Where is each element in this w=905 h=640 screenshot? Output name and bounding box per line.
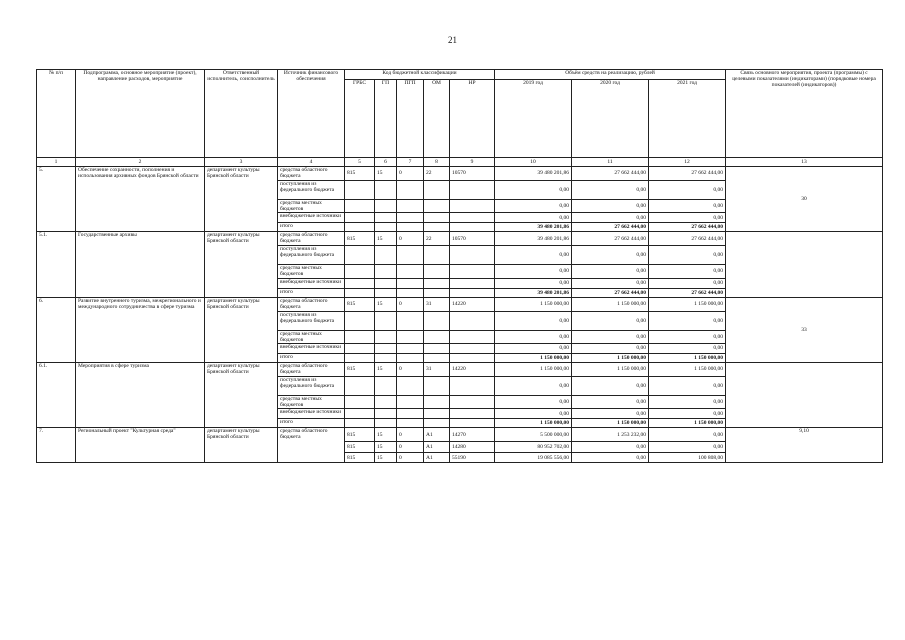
- cell-2021: 0,00: [649, 181, 726, 200]
- cell-pgp: 0: [397, 297, 424, 311]
- cell-2020: 0,00: [572, 311, 649, 330]
- cell-2019: 0,00: [495, 200, 572, 213]
- cell-code-empty: [397, 246, 424, 265]
- cell-2021: 0,00: [649, 330, 726, 343]
- cell-2019: 19 085 556,00: [495, 453, 572, 463]
- cell-2021: 0,00: [649, 200, 726, 213]
- cell-code-empty: [450, 419, 495, 428]
- cell-2021: 0,00: [649, 343, 726, 353]
- cell-code-empty: [397, 343, 424, 353]
- cell-pgp: 0: [397, 362, 424, 376]
- cell-code-empty: [345, 278, 375, 288]
- cell-2019: 0,00: [495, 278, 572, 288]
- cell-2020: 1 150 000,00: [572, 362, 649, 376]
- cell-code-empty: [397, 376, 424, 395]
- source-local: средства местных бюджетов: [278, 330, 345, 343]
- cell-om: 22: [424, 232, 450, 246]
- cell-2020: 1 150 000,00: [572, 297, 649, 311]
- total-2020: 1 150 000,00: [572, 419, 649, 428]
- header-grbs: ГРБС: [345, 80, 375, 158]
- cell-code-empty: [375, 376, 397, 395]
- col-number: 11: [572, 158, 649, 167]
- cell-grbs: 815: [345, 428, 375, 442]
- cell-code-empty: [375, 330, 397, 343]
- cell-2019: 0,00: [495, 330, 572, 343]
- cell-grbs: 815: [345, 453, 375, 463]
- header-pgp: ПГП: [397, 80, 424, 158]
- total-2019: 39 480 201,86: [495, 288, 572, 297]
- cell-code-empty: [375, 200, 397, 213]
- cell-code-empty: [397, 419, 424, 428]
- cell-2021: 0,00: [649, 265, 726, 278]
- cell-code-empty: [397, 181, 424, 200]
- total-2019: 39 480 201,86: [495, 223, 572, 232]
- cell-gp: 15: [375, 428, 397, 442]
- cell-2019: 0,00: [495, 213, 572, 223]
- cell-code-empty: [345, 330, 375, 343]
- header-name: Подпрограмма, основное мероприятие (проект), направление расходов, мероприятие: [76, 70, 205, 158]
- cell-grbs: 815: [345, 297, 375, 311]
- source-federal: поступления из федерального бюджета: [278, 376, 345, 395]
- cell-code-empty: [424, 181, 450, 200]
- cell-code-empty: [375, 311, 397, 330]
- cell-code-empty: [345, 200, 375, 213]
- source-total: итого: [278, 353, 345, 362]
- cell-2019: 0,00: [495, 395, 572, 408]
- cell-code-empty: [450, 288, 495, 297]
- col-number: 13: [726, 158, 883, 167]
- cell-code-empty: [397, 200, 424, 213]
- cell-code-empty: [397, 265, 424, 278]
- row-link: 9,10: [726, 428, 883, 463]
- cell-2020: 0,00: [572, 330, 649, 343]
- cell-pgp: 0: [397, 453, 424, 463]
- cell-code-empty: [450, 376, 495, 395]
- cell-code-empty: [375, 419, 397, 428]
- source-total: итого: [278, 223, 345, 232]
- cell-code-empty: [375, 265, 397, 278]
- cell-pgp: 0: [397, 428, 424, 442]
- cell-code-empty: [450, 353, 495, 362]
- cell-om: 31: [424, 297, 450, 311]
- header-amount-group: Объём средств на реализацию, рублей: [495, 70, 726, 80]
- source-local: средства местных бюджетов: [278, 395, 345, 408]
- cell-code-empty: [397, 278, 424, 288]
- cell-2019: 80 952 702,00: [495, 442, 572, 453]
- cell-grbs: 815: [345, 167, 375, 181]
- row-num: 5.1.: [37, 232, 76, 297]
- cell-om: A1: [424, 428, 450, 442]
- total-2020: 27 662 444,00: [572, 223, 649, 232]
- cell-2020: 27 662 444,00: [572, 232, 649, 246]
- source-extra: внебюджетные источники: [278, 278, 345, 288]
- cell-2021: 100 808,00: [649, 453, 726, 463]
- cell-code-empty: [345, 223, 375, 232]
- cell-code-empty: [375, 288, 397, 297]
- row-name: Мероприятия в сфере туризма: [76, 362, 205, 427]
- col-number: 6: [375, 158, 397, 167]
- cell-om: 22: [424, 167, 450, 181]
- source-local: средства местных бюджетов: [278, 265, 345, 278]
- cell-code-empty: [450, 330, 495, 343]
- cell-code-empty: [345, 353, 375, 362]
- cell-code-empty: [424, 409, 450, 419]
- cell-2021: 0,00: [649, 213, 726, 223]
- cell-code-empty: [345, 343, 375, 353]
- cell-code-empty: [424, 278, 450, 288]
- total-2020: 27 662 444,00: [572, 288, 649, 297]
- source-local: средства местных бюджетов: [278, 200, 345, 213]
- total-2019: 1 150 000,00: [495, 419, 572, 428]
- cell-code-empty: [345, 288, 375, 297]
- cell-2021: 1 150 000,00: [649, 362, 726, 376]
- cell-gp: 15: [375, 232, 397, 246]
- col-number: 10: [495, 158, 572, 167]
- cell-2020: 0,00: [572, 409, 649, 419]
- source-extra: внебюджетные источники: [278, 213, 345, 223]
- cell-nr: 14270: [450, 428, 495, 442]
- cell-nr: 14220: [450, 297, 495, 311]
- cell-gp: 15: [375, 297, 397, 311]
- cell-code-empty: [450, 409, 495, 419]
- cell-code-empty: [345, 213, 375, 223]
- cell-2020: 27 662 444,00: [572, 167, 649, 181]
- row-num: 6.1.: [37, 362, 76, 427]
- total-2019: 1 150 000,00: [495, 353, 572, 362]
- cell-2019: 1 150 000,00: [495, 297, 572, 311]
- cell-2019: 1 150 000,00: [495, 362, 572, 376]
- col-number: 9: [450, 158, 495, 167]
- source-federal: поступления из федерального бюджета: [278, 311, 345, 330]
- cell-2021: 0,00: [649, 311, 726, 330]
- cell-code-empty: [397, 223, 424, 232]
- cell-2019: 39 480 201,86: [495, 167, 572, 181]
- source-federal: поступления из федерального бюджета: [278, 181, 345, 200]
- cell-2019: 39 480 201,86: [495, 232, 572, 246]
- cell-code-empty: [424, 246, 450, 265]
- cell-code-empty: [345, 419, 375, 428]
- cell-code-empty: [375, 213, 397, 223]
- cell-code-empty: [397, 353, 424, 362]
- cell-grbs: 815: [345, 362, 375, 376]
- cell-code-empty: [375, 246, 397, 265]
- cell-2021: 27 662 444,00: [649, 232, 726, 246]
- cell-gp: 15: [375, 167, 397, 181]
- col-number: 4: [278, 158, 345, 167]
- cell-code-empty: [375, 409, 397, 419]
- cell-code-empty: [424, 343, 450, 353]
- header-2019: 2019 год: [495, 80, 572, 158]
- total-2021: 27 662 444,00: [649, 223, 726, 232]
- header-code-group: Код бюджетной классификации: [345, 70, 495, 80]
- row-source: средства областного бюджета: [278, 428, 345, 463]
- cell-code-empty: [375, 181, 397, 200]
- cell-code-empty: [450, 395, 495, 408]
- cell-grbs: 815: [345, 442, 375, 453]
- cell-2020: 0,00: [572, 442, 649, 453]
- cell-code-empty: [375, 343, 397, 353]
- source-federal: поступления из федерального бюджета: [278, 246, 345, 265]
- cell-code-empty: [450, 278, 495, 288]
- cell-2020: 0,00: [572, 213, 649, 223]
- cell-2019: 0,00: [495, 376, 572, 395]
- page-number: 21: [448, 35, 457, 45]
- cell-om: 31: [424, 362, 450, 376]
- cell-2021: 0,00: [649, 442, 726, 453]
- cell-code-empty: [375, 223, 397, 232]
- col-number: 1: [37, 158, 76, 167]
- cell-code-empty: [397, 330, 424, 343]
- cell-2020: 1 253 232,00: [572, 428, 649, 442]
- header-num: № п/п: [37, 70, 76, 158]
- row-responsible: департамент культуры Брянской области: [205, 167, 278, 232]
- cell-nr: 10570: [450, 167, 495, 181]
- source-regional: средства областного бюджета: [278, 362, 345, 376]
- cell-2020: 0,00: [572, 265, 649, 278]
- row-name: Государственные архивы: [76, 232, 205, 297]
- cell-code-empty: [345, 311, 375, 330]
- cell-2020: 0,00: [572, 181, 649, 200]
- cell-om: A1: [424, 453, 450, 463]
- total-2021: 1 150 000,00: [649, 353, 726, 362]
- cell-gp: 15: [375, 442, 397, 453]
- cell-code-empty: [424, 330, 450, 343]
- header-2020: 2020 год: [572, 80, 649, 158]
- cell-2020: 0,00: [572, 395, 649, 408]
- cell-code-empty: [424, 419, 450, 428]
- cell-gp: 15: [375, 453, 397, 463]
- cell-2020: 0,00: [572, 376, 649, 395]
- cell-2019: 0,00: [495, 181, 572, 200]
- cell-pgp: 0: [397, 167, 424, 181]
- cell-code-empty: [424, 288, 450, 297]
- row-name: Обеспечение сохранности, пополнения и использования архивных фондов Брянской области: [76, 167, 205, 232]
- header-link: Связь основного мероприятия, проекта (программы) с целевыми показателями (индикаторами) (порядковые номера показателей (индикаторов)): [726, 70, 883, 158]
- cell-2021: 0,00: [649, 246, 726, 265]
- cell-code-empty: [450, 265, 495, 278]
- cell-om: A1: [424, 442, 450, 453]
- cell-2020: 0,00: [572, 246, 649, 265]
- cell-code-empty: [424, 223, 450, 232]
- source-total: итого: [278, 419, 345, 428]
- col-number: 3: [205, 158, 278, 167]
- source-extra: внебюджетные источники: [278, 409, 345, 419]
- cell-2021: 27 662 444,00: [649, 167, 726, 181]
- cell-nr: 55190: [450, 453, 495, 463]
- col-number: 2: [76, 158, 205, 167]
- cell-2019: 0,00: [495, 409, 572, 419]
- cell-2021: 0,00: [649, 409, 726, 419]
- row-responsible: департамент культуры Брянской области: [205, 297, 278, 362]
- cell-code-empty: [375, 278, 397, 288]
- cell-code-empty: [424, 353, 450, 362]
- cell-code-empty: [424, 311, 450, 330]
- row-responsible: департамент культуры Брянской области: [205, 362, 278, 427]
- cell-code-empty: [375, 353, 397, 362]
- header-gp: ГП: [375, 80, 397, 158]
- cell-2020: 0,00: [572, 343, 649, 353]
- cell-2020: 0,00: [572, 453, 649, 463]
- header-responsible: Ответственный исполнитель, соисполнитель: [205, 70, 278, 158]
- cell-pgp: 0: [397, 442, 424, 453]
- col-number: 5: [345, 158, 375, 167]
- cell-2021: 1 150 000,00: [649, 297, 726, 311]
- cell-code-empty: [397, 288, 424, 297]
- cell-2021: 0,00: [649, 395, 726, 408]
- row-name: Региональный проект "Культурная среда": [76, 428, 205, 463]
- cell-code-empty: [450, 223, 495, 232]
- cell-2019: 0,00: [495, 265, 572, 278]
- col-number: 8: [424, 158, 450, 167]
- row-link: 33: [726, 297, 883, 362]
- cell-code-empty: [424, 200, 450, 213]
- cell-code-empty: [424, 395, 450, 408]
- row-num: 6.: [37, 297, 76, 362]
- cell-code-empty: [345, 409, 375, 419]
- total-2021: 1 150 000,00: [649, 419, 726, 428]
- cell-code-empty: [345, 395, 375, 408]
- cell-2019: 0,00: [495, 343, 572, 353]
- cell-grbs: 815: [345, 232, 375, 246]
- cell-nr: 14280: [450, 442, 495, 453]
- row-link: 30: [726, 167, 883, 232]
- cell-code-empty: [450, 246, 495, 265]
- row-link: [726, 232, 883, 297]
- cell-code-empty: [345, 181, 375, 200]
- header-nr: НР: [450, 80, 495, 158]
- cell-code-empty: [375, 395, 397, 408]
- cell-code-empty: [345, 265, 375, 278]
- source-regional: средства областного бюджета: [278, 167, 345, 181]
- header-2021: 2021 год: [649, 80, 726, 158]
- budget-table: [36, 69, 883, 463]
- cell-pgp: 0: [397, 232, 424, 246]
- cell-code-empty: [424, 213, 450, 223]
- row-num: 5.: [37, 167, 76, 232]
- row-name: Развитие внутреннего туризма, межрегионального и международного сотрудничества в сфере туризма: [76, 297, 205, 362]
- cell-code-empty: [397, 311, 424, 330]
- header-source: Источник финансового обеспечения: [278, 70, 345, 158]
- cell-2021: 0,00: [649, 428, 726, 442]
- row-num: 7.: [37, 428, 76, 463]
- total-2020: 1 150 000,00: [572, 353, 649, 362]
- cell-gp: 15: [375, 362, 397, 376]
- source-total: итого: [278, 288, 345, 297]
- cell-nr: 14220: [450, 362, 495, 376]
- cell-2019: 0,00: [495, 311, 572, 330]
- cell-code-empty: [397, 409, 424, 419]
- cell-2021: 0,00: [649, 376, 726, 395]
- source-regional: средства областного бюджета: [278, 297, 345, 311]
- cell-code-empty: [345, 376, 375, 395]
- row-responsible: департамент культуры Брянской области: [205, 428, 278, 463]
- source-extra: внебюджетные источники: [278, 343, 345, 353]
- col-number: 7: [397, 158, 424, 167]
- header-om: ОМ: [424, 80, 450, 158]
- cell-code-empty: [450, 311, 495, 330]
- cell-code-empty: [450, 181, 495, 200]
- cell-code-empty: [450, 343, 495, 353]
- cell-2020: 0,00: [572, 278, 649, 288]
- source-regional: средства областного бюджета: [278, 232, 345, 246]
- row-responsible: департамент культуры Брянской области: [205, 232, 278, 297]
- total-2021: 27 662 444,00: [649, 288, 726, 297]
- cell-code-empty: [397, 395, 424, 408]
- cell-2019: 0,00: [495, 246, 572, 265]
- cell-2019: 5 500 000,00: [495, 428, 572, 442]
- cell-code-empty: [424, 265, 450, 278]
- cell-code-empty: [450, 200, 495, 213]
- cell-code-empty: [424, 376, 450, 395]
- col-number: 12: [649, 158, 726, 167]
- cell-code-empty: [450, 213, 495, 223]
- row-link: [726, 362, 883, 427]
- cell-2020: 0,00: [572, 200, 649, 213]
- cell-code-empty: [345, 246, 375, 265]
- cell-code-empty: [397, 213, 424, 223]
- cell-nr: 10570: [450, 232, 495, 246]
- cell-2021: 0,00: [649, 278, 726, 288]
